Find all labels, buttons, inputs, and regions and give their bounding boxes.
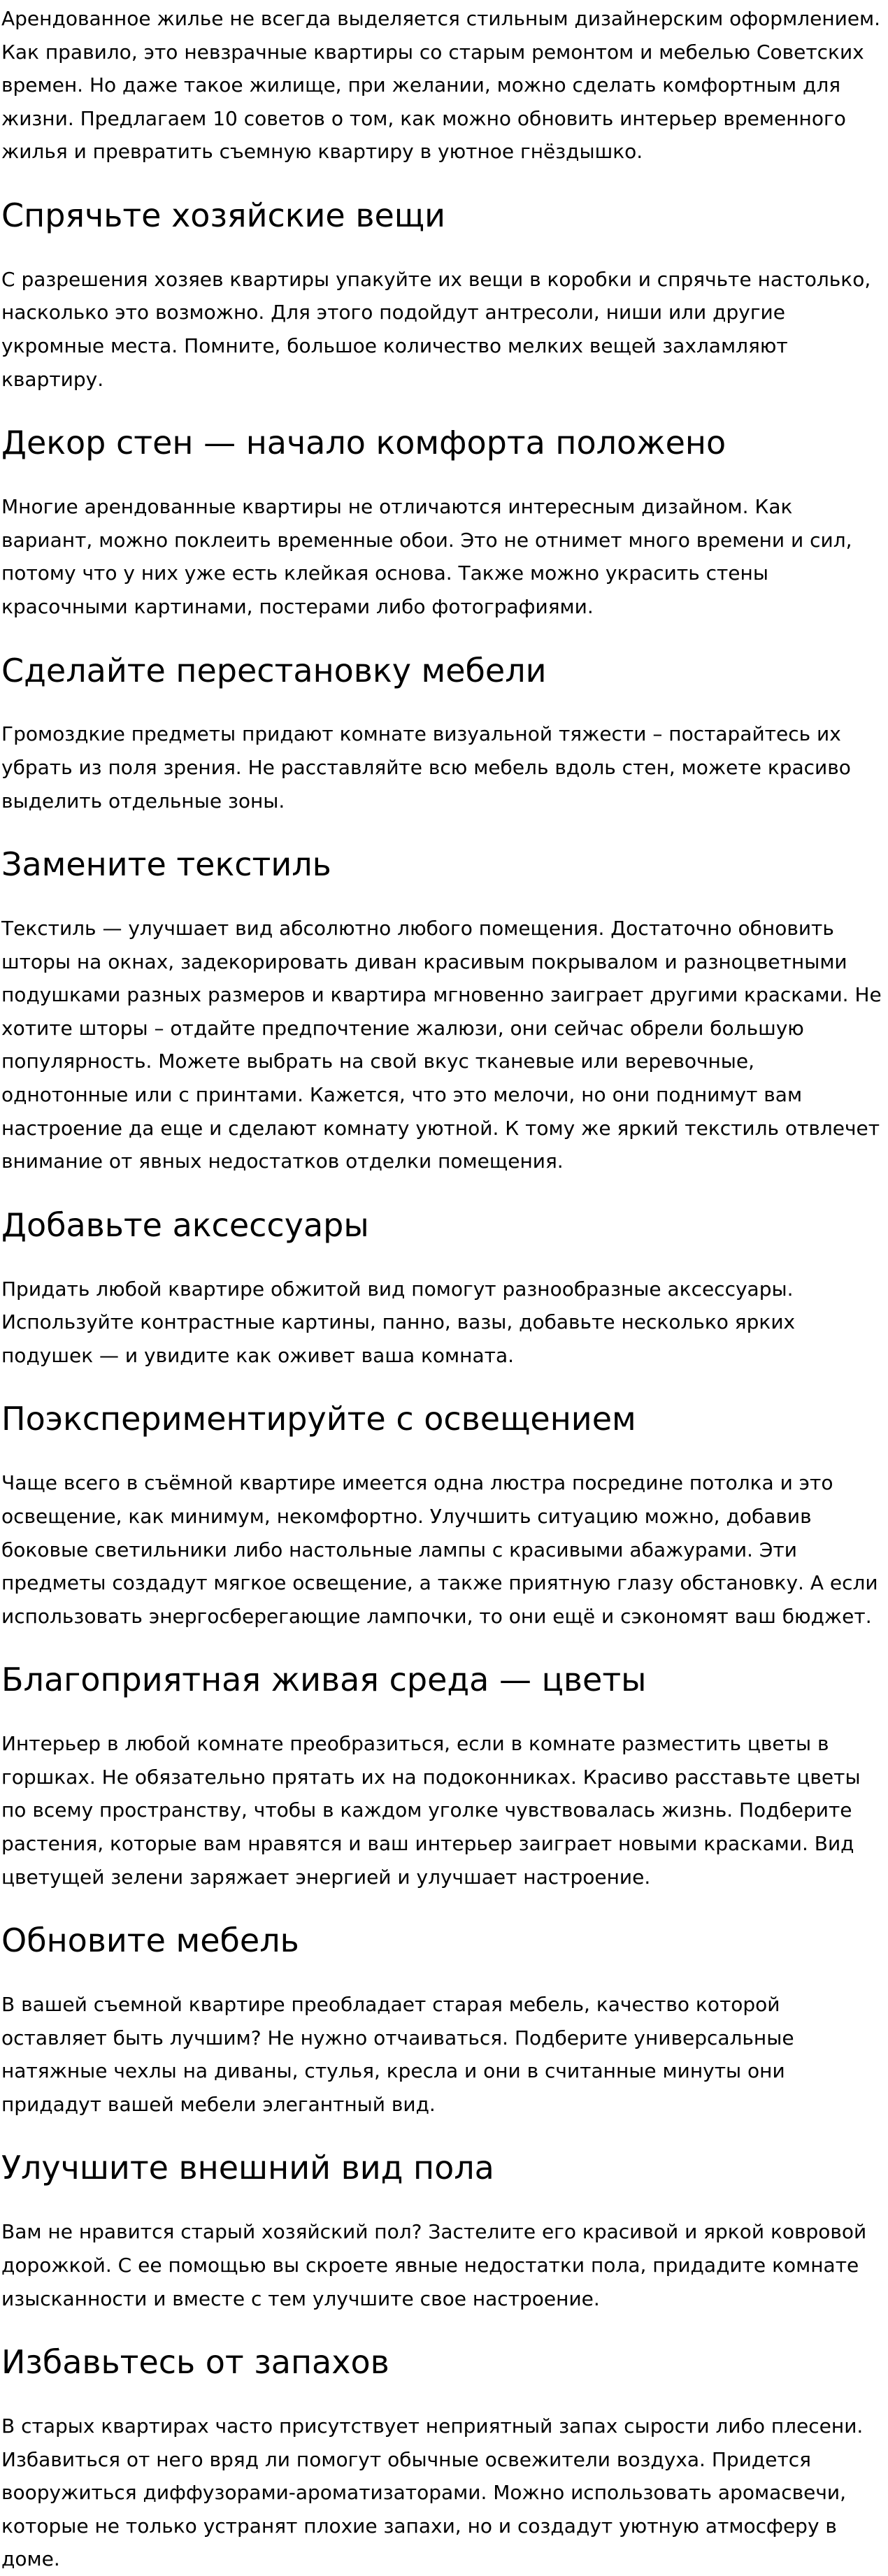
article-sections [1,197,885,2576]
section-heading: Добавьте аксессуары [1,1205,369,1244]
section-heading: Обновите мебель [1,1922,299,1960]
article-section [1,197,885,396]
section-heading: Улучшите внешний вид пола [1,2149,494,2187]
section-heading: Спрячьте хозяйские вещи [1,196,445,234]
article-section [1,1207,885,1373]
article-section [1,1401,885,1633]
section-heading: Замените текстиль [1,845,331,884]
intro-paragraph: Арендованное жилье не всегда выделяется стильным дизайнерским оформлением. Как правило, это невзрачные квартиры со старым ремонтом и мебелью Советских времен. Но даже такое жилище, при желании, можно сделать комфортным для жизни. Предлагаем 10 советов о том, как можно обновить интерьер временного жилья и превратить съемную квартиру в уютное гнёздышко. [1,7,881,164]
article-section [1,2344,885,2576]
section-paragraph: Придать любой квартире обжитой вид помогут разнообразные аксессуары. Используйте контрастные картины, панно, вазы, добавьте несколько ярких подушек — и увидите как оживет ваша комната. [1,1277,796,1367]
article-section [1,2149,885,2315]
section-paragraph: Многие арендованные квартиры не отличаются интересным дизайном. Как вариант, можно поклеить временные обои. Это не отнимет много времени и сил, потому что у них уже есть клейкая основа. Также можно украсить стены красочными картинами, постерами либо фотографиями. [1,495,852,618]
section-paragraph: Интерьер в любой комнате преобразиться, если в комнате разместить цветы в горшках. Не обязательно прятать их на подоконниках. Красиво расставьте цветы по всему пространству, чтобы в каждом уголке чувствовалась жизнь. Подберите растения, которые вам нравятся и ваш интерьер заиграет новыми красками. Вид цветущей зелени заряжает энергией и улучшает настроение. [1,1732,861,1889]
section-paragraph: Чаще всего в съёмной квартире имеется одна люстра посредине потолка и это освещение, как минимум, некомфортно. Улучшить ситуацию можно, добавив боковые светильники либо настольные лампы с красивыми абажурами. Эти предметы создадут мягкое освещение, а также приятную глазу обстановку. А если использовать энергосберегающие лампочки, то они ещё и сэкономят ваш бюджет. [1,1471,878,1628]
section-paragraph: Громоздкие предметы придают комнате визуальной тяжести – постарайтесь их убрать из поля зрения. Не расставляйте всю мебель вдоль стен, можете красиво выделить отдельные зоны. [1,722,851,813]
section-heading: Избавьтесь от запахов [1,2343,389,2382]
article-section [1,424,885,623]
section-paragraph: Текстиль — улучшает вид абсолютно любого помещения. Достаточно обновить шторы на окнах, задекорировать диван красивым покрывалом и разноцветными подушками разных размеров и квартира мгновенно заиграет другими красками. Не хотите шторы – отдайте предпочтение жалюзи, они сейчас обрели большую популярность. Можете выбрать на свой вкус тканевые или веревочные, однотонные или с принтами. Кажется, что это мелочи, но они поднимут вам настроение да еще и сделают комнату уютной. К тому же яркий текстиль отвлечет внимание от явных недостатков отделки помещения. [1,917,882,1173]
article-section [1,1661,885,1894]
article-section [1,1922,885,2121]
article-body [1,2,885,2576]
section-paragraph: В старых квартирах часто присутствует неприятный запах сырости либо плесени. Избавиться от него вряд ли помогут обычные освежители воздуха. Придется вооружиться диффузорами-ароматизаторами. Можно использовать аромасвечи, которые не только устранят плохие запахи, но и создадут уютную атмосферу в доме. [1,2414,864,2571]
section-heading: Поэкспериментируйте с освещением [1,1400,636,1438]
section-paragraph: С разрешения хозяев квартиры упакуйте их вещи в коробки и спрячьте настолько, насколько это возможно. Для этого подойдут антресоли, ниши или другие укромные места. Помните, большое количество мелких вещей захламляют квартиру. [1,267,871,391]
section-paragraph: В вашей съемной квартире преобладает старая мебель, качество которой оставляет быть лучшим? Не нужно отчаиваться. Подберите универсальные натяжные чехлы на диваны, стулья, кресла и они в считанные минуты они придадут вашей мебели элегантный вид. [1,1993,794,2116]
article-section [1,846,885,1178]
section-heading: Благоприятная живая среда — цветы [1,1661,647,1699]
section-heading: Декор стен — начало комфорта положено [1,424,726,462]
article-section [1,652,885,818]
section-heading: Сделайте перестановку мебели [1,651,547,689]
section-paragraph: Вам не нравится старый хозяйский пол? Застелите его красивой и яркой ковровой дорожкой. С ее помощью вы скроете явные недостатки пола, придадите комнате изысканности и вместе с тем улучшите свое настроение. [1,2220,867,2310]
